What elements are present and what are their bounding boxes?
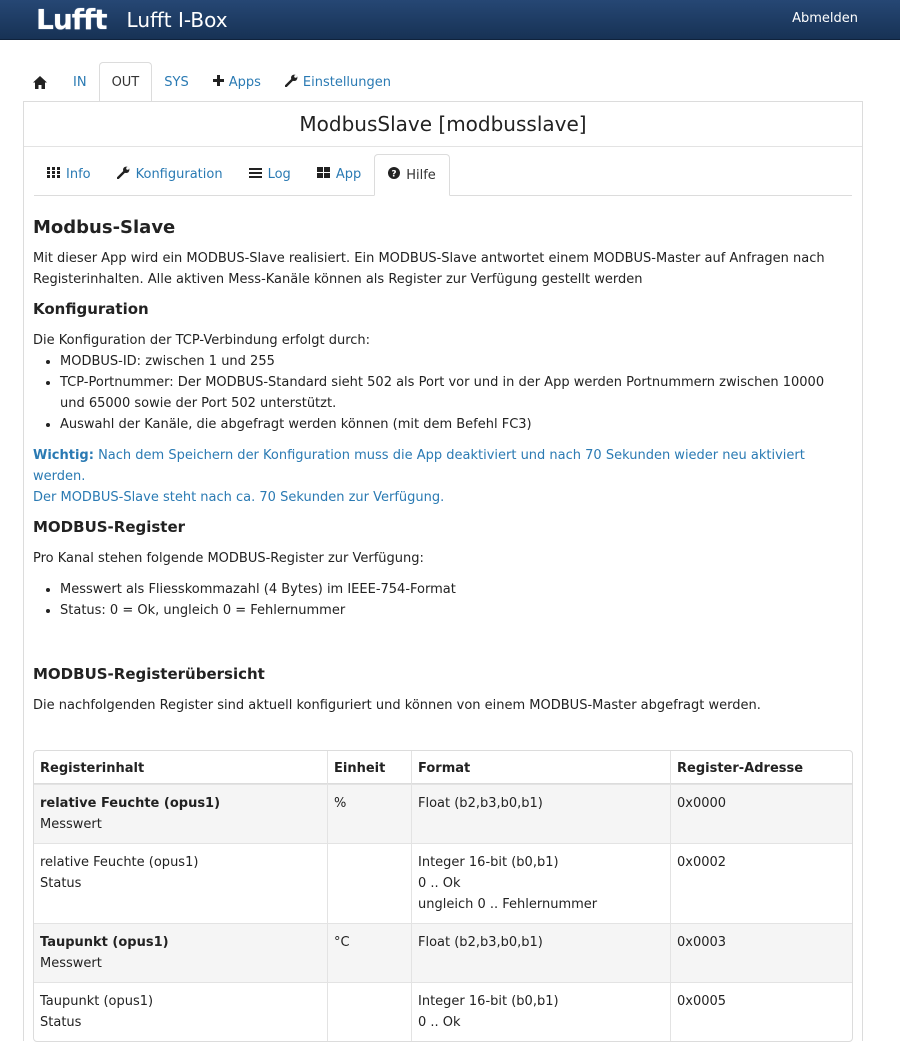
lufft-logo[interactable]: [36, 0, 107, 40]
tab-in[interactable]: [61, 62, 99, 102]
column-header: Registerinhalt: [34, 751, 327, 784]
table-row: [34, 923, 852, 982]
format-line: 0 .. Ok: [418, 876, 461, 891]
channel-name: relative Feuchte (opus1): [40, 796, 221, 811]
availability-note: Der MODBUS-Slave steht nach ca. 70 Sekunden zur Verfügung.: [33, 490, 445, 505]
address-cell: 0x0002: [670, 843, 852, 923]
address-cell: 0x0005: [670, 982, 852, 1041]
format-cell: [411, 982, 670, 1041]
tab-apps-label: Apps: [228, 74, 261, 90]
format-cell: [411, 923, 670, 982]
register-heading: MODBUS-Register: [33, 518, 186, 536]
help-heading: Modbus-Slave: [33, 217, 176, 238]
tab-hilfe-label: Hilfe: [406, 167, 436, 183]
grid-icon: [47, 167, 60, 182]
overview-heading: MODBUS-Registerübersicht: [33, 665, 265, 683]
wrench-icon: [285, 74, 298, 91]
tab-app[interactable]: [304, 154, 374, 195]
app-panel: [23, 101, 863, 1041]
format-line: Integer 16-bit (b0,b1): [418, 855, 559, 870]
panel-title: ModbusSlave [modbusslave]: [24, 102, 862, 147]
config-intro: Die Konfiguration der TCP-Verbindung erfolgt durch:: [33, 333, 371, 348]
overview-intro: Die nachfolgenden Register sind aktuell konfiguriert und können von einem MODBUS-Master abgefragt werden.: [33, 698, 761, 713]
list-item: • Status: 0 = Ok, ungleich 0 = Fehlernummer: [60, 600, 848, 621]
list-item: • MODBUS-ID: zwischen 1 und 255: [60, 351, 848, 372]
sub-tab-bar: [34, 155, 852, 196]
register-list: [33, 579, 848, 621]
table-row: [34, 843, 852, 923]
unit-cell: [327, 843, 411, 923]
channel-name: relative Feuchte (opus1): [40, 855, 199, 870]
apps-icon: [317, 167, 330, 182]
question-circle-icon: [388, 167, 400, 183]
column-header: Register-Adresse: [670, 751, 852, 784]
help-intro: Mit dieser App wird ein MODBUS-Slave realisiert. Ein MODBUS-Slave antwortet einem MODBUS-Master auf Anfragen nach Registerinhalten. Alle aktiven Mess-Kanäle können als Register zur Verfügung gestellt werden: [33, 251, 825, 287]
table-header-row: [34, 751, 852, 784]
list-item: • TCP-Portnummer: Der MODBUS-Standard sieht 502 als Port vor und in der App werden Portnummern zwischen 10000 und 65000 sowie der Port 502 unterstützt.: [60, 372, 848, 414]
register-content-cell: [34, 843, 327, 923]
config-list: [33, 351, 848, 435]
register-content-cell: [34, 784, 327, 843]
home-icon: [33, 76, 47, 89]
register-content-cell: [34, 982, 327, 1041]
register-table: [33, 750, 853, 1042]
format-cell: [411, 843, 670, 923]
channel-name: Taupunkt (opus1): [40, 935, 169, 950]
table-row: [34, 784, 852, 843]
tab-konfiguration[interactable]: [104, 154, 236, 195]
tab-home[interactable]: [23, 62, 61, 102]
logout-link[interactable]: Abmelden: [792, 11, 858, 26]
list-icon: [249, 167, 262, 182]
tab-apps[interactable]: [201, 62, 273, 102]
important-note: [33, 445, 848, 487]
svg-text:?: ?: [391, 169, 397, 179]
tab-einstellungen-label: Einstellungen: [302, 74, 392, 90]
config-heading: Konfiguration: [33, 300, 149, 318]
tab-in-label: IN: [73, 74, 87, 90]
important-label: Wichtig:: [33, 448, 94, 463]
app-name: Lufft I-Box: [126, 7, 228, 32]
help-content: [33, 212, 848, 1042]
tab-sys-label: SYS: [164, 74, 189, 90]
register-intro: Pro Kanal stehen folgende MODBUS-Register zur Verfügung:: [33, 551, 424, 566]
list-item: • Auswahl der Kanäle, die abgefragt werden können (mit dem Befehl FC3): [60, 414, 848, 435]
tab-log-label: Log: [267, 167, 291, 182]
tab-einstellungen[interactable]: [273, 62, 403, 102]
logo-text: Lufft: [36, 2, 107, 36]
unit-cell: °C: [327, 923, 411, 982]
channel-name: Taupunkt (opus1): [40, 994, 154, 1009]
unit-cell: %: [327, 784, 411, 843]
format-line: Float (b2,b3,b0,b1): [418, 935, 543, 950]
format-line: ungleich 0 .. Fehlernummer: [418, 897, 598, 912]
tab-log[interactable]: [236, 154, 304, 195]
register-kind: Messwert: [40, 817, 102, 832]
tab-app-label: App: [335, 167, 362, 182]
list-item: • Messwert als Fliesskommazahl (4 Bytes) im IEEE-754-Format: [60, 579, 848, 600]
column-header: Einheit: [327, 751, 411, 784]
register-content-cell: [34, 923, 327, 982]
tab-konfiguration-label: Konfiguration: [135, 167, 223, 182]
top-navbar: [0, 0, 900, 40]
format-line: Integer 16-bit (b0,b1): [418, 994, 559, 1009]
tab-out[interactable]: [99, 62, 153, 102]
wrench-icon: [117, 166, 130, 183]
tab-info-label: Info: [66, 167, 91, 182]
plus-icon: [213, 75, 224, 90]
table-row: [34, 982, 852, 1041]
address-cell: 0x0000: [670, 784, 852, 843]
important-text: Nach dem Speichern der Konfiguration muss die App deaktiviert und nach 70 Sekunden wieder neu aktiviert werden.: [33, 448, 805, 484]
register-kind: Status: [40, 1015, 82, 1030]
tab-out-label: OUT: [111, 75, 140, 90]
tab-hilfe[interactable]: [374, 154, 450, 196]
register-kind: Status: [40, 876, 82, 891]
column-header: Format: [411, 751, 670, 784]
tab-sys[interactable]: [152, 62, 200, 102]
format-line: Float (b2,b3,b0,b1): [418, 796, 543, 811]
address-cell: 0x0003: [670, 923, 852, 982]
format-cell: [411, 784, 670, 843]
register-kind: Messwert: [40, 956, 102, 971]
unit-cell: [327, 982, 411, 1041]
format-line: 0 .. Ok: [418, 1015, 461, 1030]
main-tab-bar: [23, 62, 863, 102]
tab-info[interactable]: [34, 154, 104, 195]
